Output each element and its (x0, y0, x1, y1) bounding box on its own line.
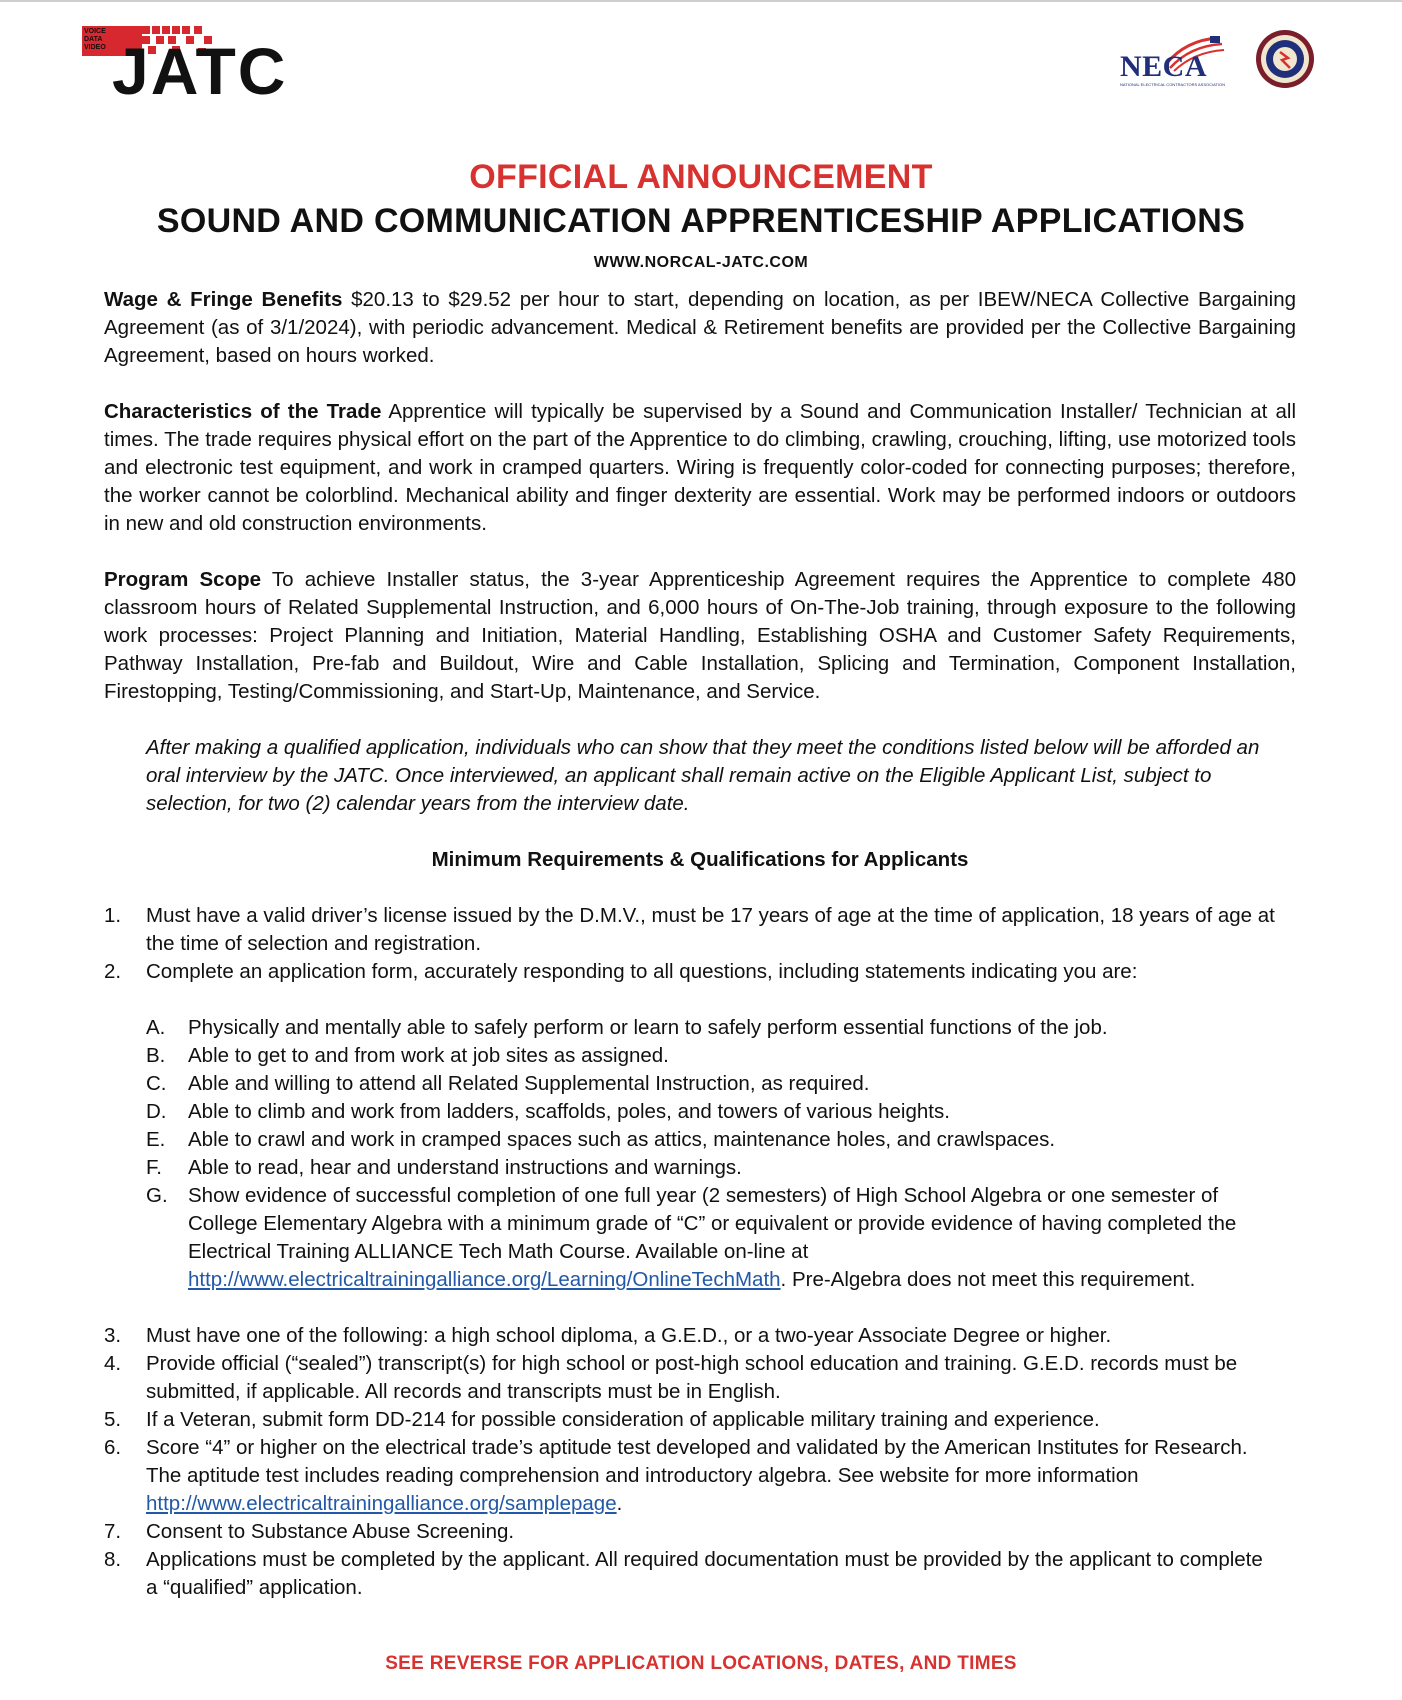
website-url[interactable]: WWW.NORCAL-JATC.COM (593, 254, 809, 271)
requirement-text: Must have one of the following: a high school diploma, a G.E.D., or a two-year Associate Degree or higher. (146, 1324, 1112, 1347)
statement-letter: F. (146, 1156, 162, 1179)
statement-text: Able to read, hear and understand instructions and warnings. (188, 1156, 742, 1179)
top-divider (0, 0, 1402, 2)
statement-text: Able to crawl and work in cramped spaces such as attics, maintenance holes, and crawlspaces. (188, 1128, 1056, 1151)
requirement-text: Complete an application form, accurately responding to all questions, including statements indicating you are: (146, 960, 1138, 983)
statement-letter: B. (146, 1044, 166, 1067)
requirement-number: 6. (104, 1436, 122, 1459)
requirement-item (104, 1406, 1296, 1434)
statement-item (146, 1154, 1276, 1182)
interview-note: After making a qualified application, individuals who can show that they meet the conditions listed below will be afforded an oral interview by the JATC. Once interviewed, an applicant shall remain active on the Eligible Applicant List, subject to selection, for two (2) calendar years from the interview date. (146, 736, 1260, 815)
tech-math-link[interactable]: http://www.electricaltrainingalliance.org/Learning/OnlineTechMath (188, 1268, 781, 1291)
statement-list (146, 1014, 1276, 1294)
statement-letter: E. (146, 1128, 166, 1151)
jatc-logo (82, 24, 312, 108)
requirement-number: 4. (104, 1352, 122, 1375)
requirement-item (104, 958, 1296, 1294)
statement-text: Able to climb and work from ladders, scaffolds, poles, and towers of various heights. (188, 1100, 950, 1123)
requirements-list (104, 902, 1296, 1602)
statement-text: Able to get to and from work at job sites as assigned. (188, 1044, 669, 1067)
requirement-item (104, 1546, 1296, 1602)
requirement-text: Consent to Substance Abuse Screening. (146, 1520, 515, 1543)
statement-letter: G. (146, 1184, 168, 1207)
sample-page-link[interactable]: http://www.electricaltrainingalliance.org/samplepage (146, 1492, 617, 1515)
statement-letter: C. (146, 1072, 167, 1095)
jatc-tagline: VOICE DATA VIDEO (84, 28, 106, 51)
wage-label: Wage & Fringe Benefits (104, 288, 343, 311)
requirement-number: 3. (104, 1324, 122, 1347)
statement-text-end: . Pre-Algebra does not meet this requirement. (780, 1268, 1196, 1291)
scope-paragraph (104, 566, 1296, 706)
statement-item (146, 1126, 1276, 1154)
statement-letter: A. (146, 1016, 166, 1039)
requirement-number: 1. (104, 904, 122, 927)
requirement-number: 5. (104, 1408, 122, 1431)
neca-wordmark: NECA (1120, 50, 1208, 83)
ibew-seal-icon (1254, 28, 1316, 90)
characteristics-text: Apprentice will typically be supervised by a Sound and Communication Installer/ Technician at all times. The trade requires physical effort on the part of the Apprentice to do climbing, crawling, crouching, lifting, use motorized tools and electronic test equipment, and work in cramped quarters. Wiring is frequently color-coded for connecting purposes; therefore, the worker cannot be colorblind. Mechanical ability and finger dexterity are essential. Work may be performed indoors or outdoors in new and old construction environments. (104, 400, 1296, 535)
requirement-text: Applications must be completed by the applicant. All required documentation must be provided by the applicant to complete a “qualified” application. (146, 1548, 1263, 1599)
requirement-text: Score “4” or higher on the electrical trade’s aptitude test developed and validated by the American Institutes for Research. The aptitude test includes reading comprehension and introductory algebra. See website for more information (146, 1436, 1248, 1487)
statement-item (146, 1182, 1276, 1294)
neca-subtitle: NATIONAL ELECTRICAL CONTRACTORS ASSOCIATION (1120, 82, 1226, 87)
statement-item (146, 1098, 1276, 1126)
statement-item (146, 1070, 1276, 1098)
requirement-item (104, 1434, 1296, 1518)
scope-label: Program Scope (104, 568, 262, 591)
requirement-text-end: . (616, 1492, 623, 1515)
requirement-number: 7. (104, 1520, 122, 1543)
statement-item (146, 1042, 1276, 1070)
wage-text: $20.13 to $29.52 per hour to start, depending on location, as per IBEW/NECA Collective Bargaining Agreement (as of 3/1/2024), with periodic advancement. Medical & Retirement benefits are provided per the Collective Bargaining Agreement, based on hours worked. (104, 288, 1297, 367)
announcement-title: OFFICIAL ANNOUNCEMENT (469, 158, 933, 196)
requirement-number: 8. (104, 1548, 122, 1571)
characteristics-label: Characteristics of the Trade (104, 400, 382, 423)
characteristics-paragraph (104, 398, 1296, 538)
wage-paragraph (104, 286, 1296, 370)
statement-letter: D. (146, 1100, 167, 1123)
requirement-text: Must have a valid driver’s license issued by the D.M.V., must be 17 years of age at the time of application, 18 years of age at the time of selection and registration. (146, 904, 1275, 955)
requirement-text: Provide official (“sealed”) transcript(s) for high school or post-high school education and training. G.E.D. records must be submitted, if applicable. All records and transcripts must be in English. (146, 1352, 1238, 1403)
requirement-item (104, 1518, 1296, 1546)
announcement-subtitle: SOUND AND COMMUNICATION APPRENTICESHIP APPLICATIONS (156, 202, 1246, 240)
requirements-heading: Minimum Requirements & Qualifications for Applicants (431, 848, 969, 871)
requirement-item (104, 902, 1296, 958)
jatc-wordmark: JATC (112, 34, 288, 108)
statement-text: Able and willing to attend all Related Supplemental Instruction, as required. (188, 1072, 870, 1095)
document-body (104, 286, 1296, 1602)
requirement-number: 2. (104, 960, 122, 983)
requirement-item (104, 1350, 1296, 1406)
statement-text: Show evidence of successful completion of one full year (2 semesters) of High School Algebra or one semester of College Elementary Algebra with a minimum grade of “C” or equivalent or provide evidence of having completed the Electrical Training ALLIANCE Tech Math Course. Available on-line at (188, 1184, 1237, 1263)
scope-text: To achieve Installer status, the 3-year Apprenticeship Agreement requires the Apprentice to complete 480 classroom hours of Related Supplemental Instruction, and 6,000 hours of On-The-Job training, through exposure to the following work processes: Project Planning and Initiation, Material Handling, Establishing OSHA and Customer Safety Requirements, Pathway Installation, Pre-fab and Buildout, Wire and Cable Installation, Splicing and Termination, Component Installation, Firestopping, Testing/Commissioning, and Start-Up, Maintenance, and Service. (104, 568, 1296, 703)
statement-text: Physically and mentally able to safely perform or learn to safely perform essential functions of the job. (188, 1016, 1108, 1039)
neca-logo (1118, 26, 1230, 90)
reverse-notice: SEE REVERSE FOR APPLICATION LOCATIONS, DATES, AND TIMES (385, 1653, 1017, 1674)
requirement-item (104, 1322, 1296, 1350)
statement-item (146, 1014, 1276, 1042)
requirement-text: If a Veteran, submit form DD-214 for possible consideration of applicable military training and experience. (146, 1408, 1100, 1431)
